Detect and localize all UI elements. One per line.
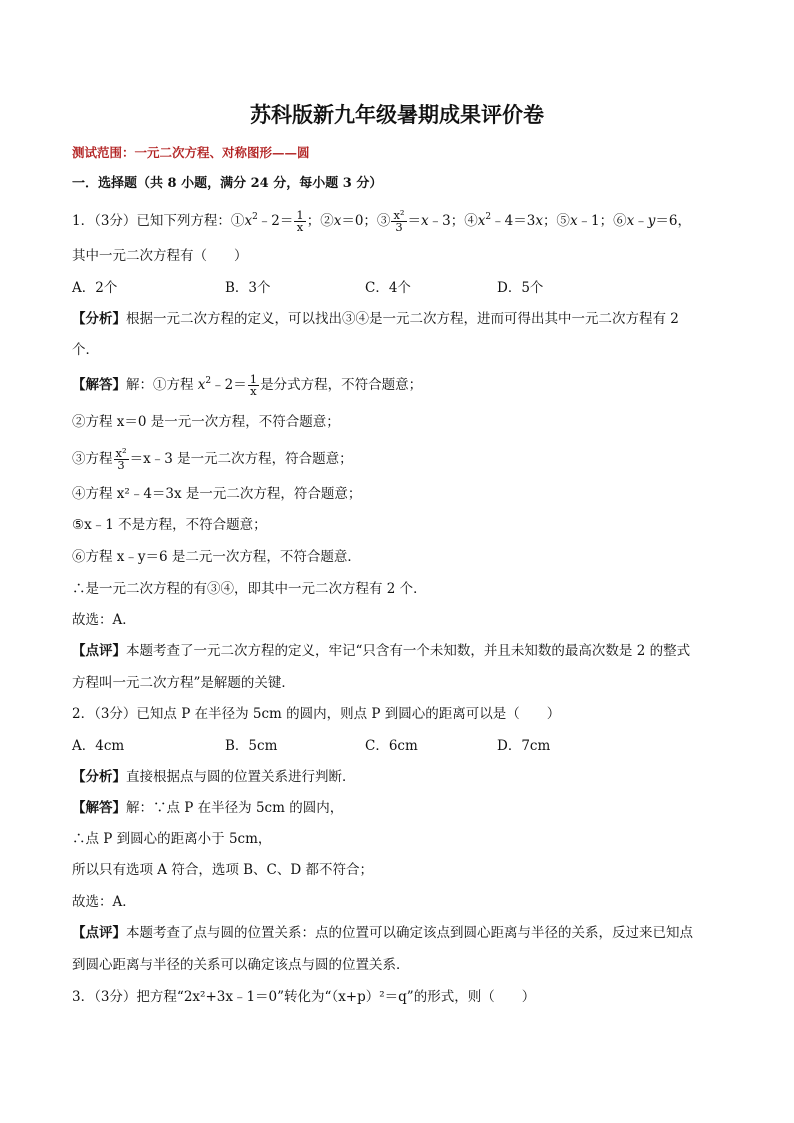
option-d: D．5个 (497, 280, 544, 296)
q2-comment-cont: 到圆心距离与半径的关系可以确定该点与圆的位置关系． (72, 957, 410, 973)
q2-choose: 故选：A． (72, 894, 136, 910)
q1-choose: 故选：A． (72, 612, 136, 628)
option-b: B．5cm (225, 738, 278, 754)
q1-analysis: 【分析】根据一元二次方程的定义，可以找出③④是一元二次方程，进而可得出其中一元二次方程有 2 (72, 311, 679, 327)
q1-solution-2: ②方程 x＝0 是一元一次方程，不符合题意； (72, 414, 340, 430)
option-b: B．3个 (225, 280, 271, 296)
q2-solution-1: 【解答】解：∵点 P 在半径为 5cm 的圆内， (72, 800, 344, 816)
q2-comment: 【点评】本题考查了点与圆的位置关系：点的位置可以确定该点到圆心距离与半径的关系，反过来已知点 (72, 925, 693, 941)
fraction: $\frac{1}{x}$ (249, 372, 258, 398)
q2-solution-2: ∴点 P 到圆心的距离小于 5cm， (72, 831, 272, 847)
question-1-stem: 1．（3分）已知下列方程：$①x^2﹣2=$ $\frac{1}{x}$ ；②x＝0；③ $\frac{\text{x²}}{3}$ ＝x﹣3；$④x^2﹣4=3x$；⑤x﹣1；⑥x﹣y＝6， (72, 208, 692, 234)
q1-solution-6: ⑥方程 x﹣y＝6 是二元一次方程，不符合题意． (72, 549, 361, 565)
fraction: $\frac{\text{x²}}{3}$ (115, 446, 127, 472)
analysis-tag: 【分析】 (72, 769, 126, 785)
question-2-stem: 2．（3分）已知点 P 在半径为 5cm 的圆内，则点 P 到圆心的距离可以是（ ） (72, 706, 561, 722)
test-scope: 测试范围：一元二次方程、对称图形——圆 (72, 145, 310, 160)
q1-conclusion: ∴是一元二次方程的有③④，即其中一元二次方程有 2 个． (72, 581, 427, 597)
q1-solution-1: 【解答】解：①方程 $x^2﹣2=$ $\frac{1}{x}$ 是分式方程，不符合题意； (72, 372, 423, 398)
q2-analysis: 【分析】直接根据点与圆的位置关系进行判断． (72, 769, 356, 785)
analysis-tag: 【分析】 (72, 311, 126, 327)
q1-analysis-cont: 个． (72, 342, 99, 358)
page-title: 苏科版新九年级暑期成果评价卷 (250, 102, 544, 127)
q2-solution-3: 所以只有选项 A 符合，选项 B、C、D 都不符合； (72, 862, 373, 878)
q1-solution-5: ⑤x﹣1 不是方程，不符合题意； (72, 517, 267, 533)
q1-solution-4: ④方程 x²﹣4＝3x 是一元二次方程，符合题意； (72, 486, 362, 502)
solution-tag: 【解答】 (72, 377, 126, 393)
question-1-number: 1．（3分）已知下列方程：① (72, 213, 245, 229)
solution-tag: 【解答】 (72, 800, 126, 816)
fraction: $\frac{1}{x}$ (296, 208, 304, 234)
q1-solution-3: ③方程 $\frac{\text{x²}}{3}$ ＝x﹣3 是一元二次方程，符合题意； (72, 446, 353, 472)
comment-tag: 【点评】 (72, 925, 126, 941)
fraction: $\frac{\text{x²}}{3}$ (393, 208, 405, 234)
option-c: C．4个 (365, 280, 411, 296)
option-a: A．2个 (72, 280, 118, 296)
q1-comment: 【点评】本题考查了一元二次方程的定义，牢记“只含有一个未知数，并且未知数的最高次数是 2 的整式 (72, 643, 691, 659)
question-3-stem: 3．（3分）把方程“2x²+3x﹣1＝0”转化为“（x+p）²＝q”的形式，则（ ） (72, 989, 536, 1005)
section-heading: 一．选择题（共 8 小题，满分 24 分，每小题 3 分） (72, 176, 383, 191)
option-c: C．6cm (365, 738, 418, 754)
q1-comment-cont: 方程叫一元二次方程”是解题的关键． (72, 675, 295, 691)
comment-tag: 【点评】 (72, 643, 126, 659)
option-d: D．7cm (497, 738, 551, 754)
option-a: A．4cm (72, 738, 125, 754)
question-1-line2: 其中一元二次方程有（ ） (72, 248, 248, 264)
